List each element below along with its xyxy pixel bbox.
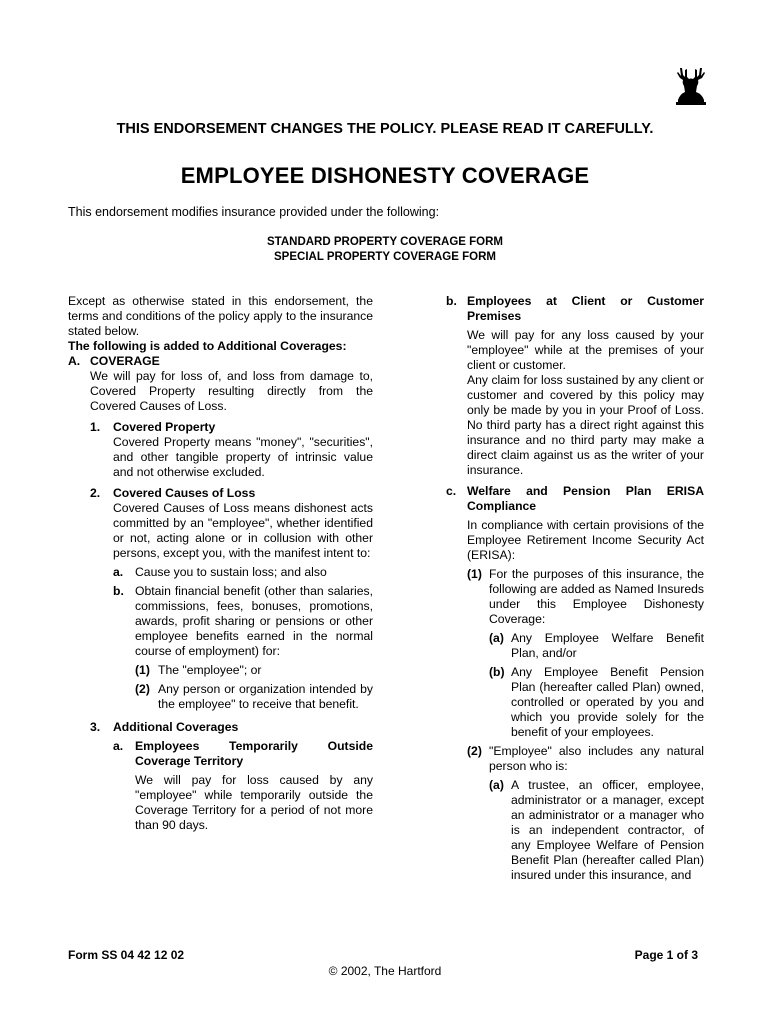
paragraph: In compliance with certain provisions of the Employee Retirement Income Security Act (ERISA): — [467, 518, 704, 562]
item-1 — [90, 420, 373, 480]
form-name: SPECIAL PROPERTY COVERAGE FORM — [274, 251, 496, 263]
item-3c-1a — [489, 631, 704, 661]
item-label: 3. — [90, 720, 101, 734]
stag-icon — [668, 56, 712, 106]
endorsement-notice: THIS ENDORSEMENT CHANGES THE POLICY. PLEASE READ IT CAREFULLY. — [116, 121, 654, 137]
paragraph: Except as otherwise stated in this endorsement, the terms and conditions of the policy apply to the insurance stated below. — [68, 294, 373, 338]
item-label: (2) — [135, 682, 150, 696]
section-heading: COVERAGE — [90, 354, 160, 368]
item-label: a. — [113, 565, 124, 579]
form-name: STANDARD PROPERTY COVERAGE FORM — [267, 236, 503, 248]
right-column — [446, 294, 704, 883]
item-label: (a) — [489, 631, 504, 645]
paragraph: "Employee" also includes any natural person who is: — [489, 744, 704, 773]
paragraph: Any person or organization intended by the employee" to receive that benefit. — [158, 682, 373, 711]
paragraph: Any claim for loss sustained by any client or customer and covered by this policy may only be made by you in your Proof of Loss. No third party has a direct right against this insurance and no third party may make a direct claim against us as the writer of your insurance. — [467, 373, 704, 477]
paragraph: The "employee"; or — [158, 663, 262, 677]
item-label: 2. — [90, 486, 101, 500]
copyright: © 2002, The Hartford — [328, 964, 442, 978]
forms-list — [0, 235, 770, 265]
item-3c-2 — [467, 744, 704, 883]
section-a — [68, 354, 373, 833]
item-2 — [90, 486, 373, 712]
item-label: (b) — [489, 665, 505, 679]
paragraph: Covered Property means "money", "securities", and other tangible property of intrinsic value and not otherwise excluded. — [113, 435, 373, 479]
item-3c-1b — [489, 665, 704, 740]
item-label: (2) — [467, 744, 482, 758]
item-3c-2a — [489, 778, 704, 883]
item-3c — [446, 484, 704, 883]
paragraph: A trustee, an officer, employee, administrator or a manager, except an administrator or a manager who is an independent contractor, of any Employee Welfare of Pension Benefit Plan (hereafter called Plan) insured under this insurance, and — [511, 778, 704, 882]
page-number: Page 1 of 3 — [634, 948, 698, 962]
item-label: (a) — [489, 778, 504, 792]
item-heading: Employees at Client or Customer Premises — [467, 294, 704, 323]
item-3c-1 — [467, 567, 704, 740]
item-heading: Welfare and Pension Plan ERISA Compliance — [467, 484, 704, 513]
paragraph: We will pay for loss of, and loss from damage to, Covered Property resulting directly from the Covered Causes of Loss. — [90, 369, 373, 413]
item-label: b. — [113, 584, 124, 598]
paragraph: For the purposes of this insurance, the following are added as Named Insureds under this Employee Dishonesty Coverage: — [489, 567, 704, 626]
item-2a — [113, 565, 373, 580]
page-title: EMPLOYEE DISHONESTY COVERAGE — [180, 163, 590, 188]
paragraph: Obtain financial benefit (other than salaries, commissions, fees, bonuses, promotions, awards, profit sharing or pensions or other employee benefits earned in the normal course of employment) for: — [135, 584, 373, 658]
item-heading: Covered Causes of Loss — [113, 486, 256, 500]
item-label: 1. — [90, 420, 101, 434]
item-2b — [113, 584, 373, 712]
paragraph: We will pay for any loss caused by your "employee" while at the premises of your client or customer. — [467, 328, 704, 372]
section-intro: The following is added to Additional Coverages: — [68, 339, 347, 353]
form-number: Form SS 04 42 12 02 — [68, 948, 185, 962]
item-3 — [90, 720, 373, 833]
left-column — [68, 294, 373, 833]
paragraph: Cause you to sustain loss; and also — [135, 565, 327, 579]
item-label: b. — [446, 294, 457, 308]
item-heading: Additional Coverages — [113, 720, 239, 734]
item-label: (1) — [135, 663, 150, 677]
item-label: c. — [446, 484, 457, 498]
item-label: a. — [113, 739, 124, 753]
intro-text: This endorsement modifies insurance provided under the following: — [68, 205, 440, 219]
item-label: (1) — [467, 567, 482, 581]
section-label: A. — [68, 354, 81, 368]
item-3a — [113, 739, 373, 833]
item-2b-2 — [135, 682, 373, 712]
item-3b — [446, 294, 704, 478]
paragraph: Any Employee Welfare Benefit Plan, and/or — [511, 631, 704, 660]
item-heading: Employees Temporarily Outside Coverage Territory — [135, 739, 373, 768]
item-2b-1 — [135, 663, 373, 678]
paragraph: Any Employee Benefit Pension Plan (hereafter called Plan) owned, controlled or operated by you and which you provide solely for the benefit of your employees. — [511, 665, 704, 739]
paragraph: We will pay for loss caused by any "employee" while temporarily outside the Coverage Territory for a period of not more than 90 days. — [135, 773, 373, 832]
paragraph: Covered Causes of Loss means dishonest acts committed by an "employee", whether identified or not, acting alone or in collusion with other persons, except you, with the manifest intent to: — [113, 501, 373, 560]
item-heading: Covered Property — [113, 420, 216, 434]
